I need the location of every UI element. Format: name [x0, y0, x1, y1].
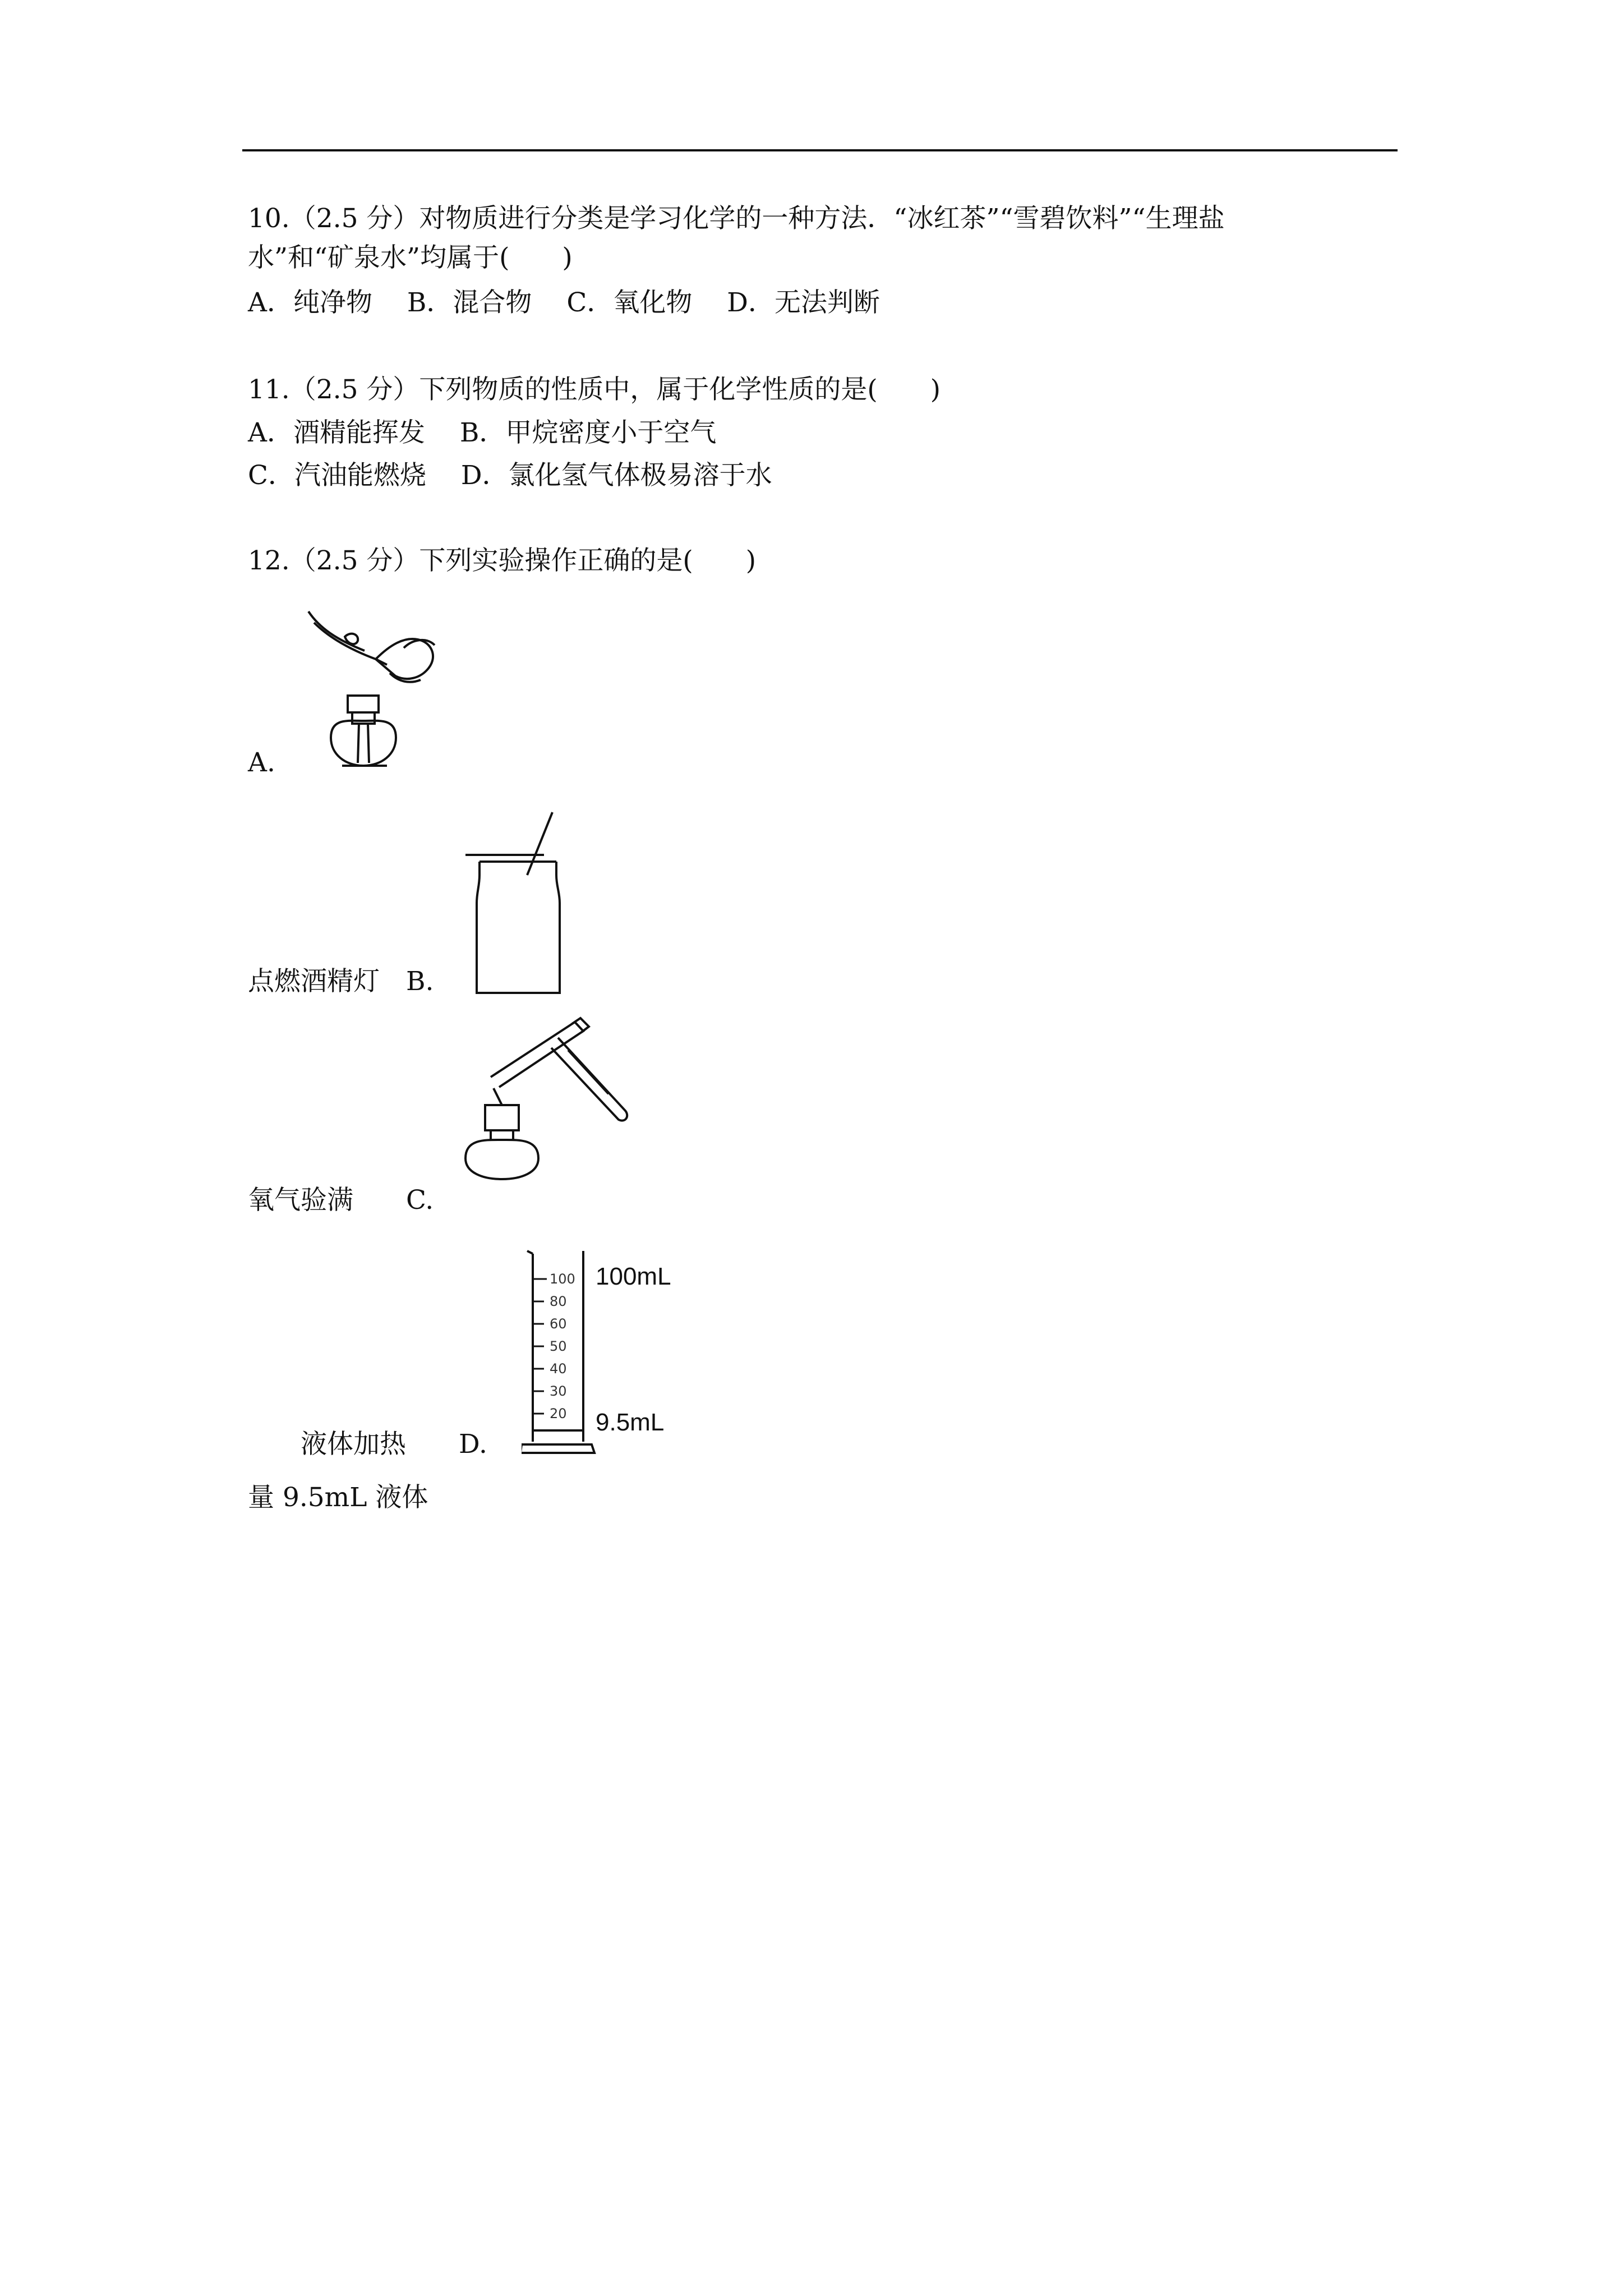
- svg-text:50: 50: [550, 1338, 567, 1354]
- q10-stem-line1: 10.（2.5 分）对物质进行分类是学习化学的一种方法．“冰红茶”“雪碧饮料”“生理盐: [248, 203, 1225, 234]
- svg-text:20: 20: [550, 1406, 567, 1421]
- q10-stem-line2: 水”和“矿泉水”均属于( ): [248, 242, 573, 273]
- svg-text:40: 40: [550, 1361, 567, 1377]
- svg-text:100: 100: [550, 1271, 575, 1287]
- svg-text:30: 30: [550, 1383, 567, 1399]
- q12-option-d-label: 液体加热 D.: [248, 1429, 487, 1460]
- q12-option-d-text: 量 9.5mL 液体: [248, 1482, 428, 1513]
- q12-option-c-label: 氧气验满 C.: [248, 1185, 434, 1216]
- cylinder-level-label: 9.5mL: [596, 1409, 665, 1436]
- figure-c-heating-test-tube: [451, 1015, 659, 1184]
- header-rule: [242, 149, 1398, 151]
- svg-text:60: 60: [550, 1316, 567, 1332]
- q12-option-b-label: 点燃酒精灯 B.: [248, 966, 434, 997]
- q11-stem: 11.（2.5 分）下列物质的性质中，属于化学性质的是( ): [248, 374, 941, 405]
- figure-b-oxygen-bottle: [460, 808, 583, 1010]
- q10-options: A．纯净物 B．混合物 C．氧化物 D．无法判断: [248, 287, 880, 318]
- svg-text:80: 80: [550, 1294, 567, 1309]
- figure-a-alcohol-lamp: [292, 606, 443, 774]
- q12-option-a-label: A.: [248, 747, 275, 778]
- q11-options-ab: A．酒精能挥发 B．甲烷密度小于空气: [248, 417, 717, 448]
- q11-options-cd: C．汽油能燃烧 D．氯化氢气体极易溶于水: [248, 460, 772, 491]
- figure-d-graduated-cylinder: [522, 1245, 690, 1464]
- cylinder-top-label: 100mL: [596, 1263, 671, 1290]
- q12-stem: 12.（2.5 分）下列实验操作正确的是( ): [248, 545, 757, 576]
